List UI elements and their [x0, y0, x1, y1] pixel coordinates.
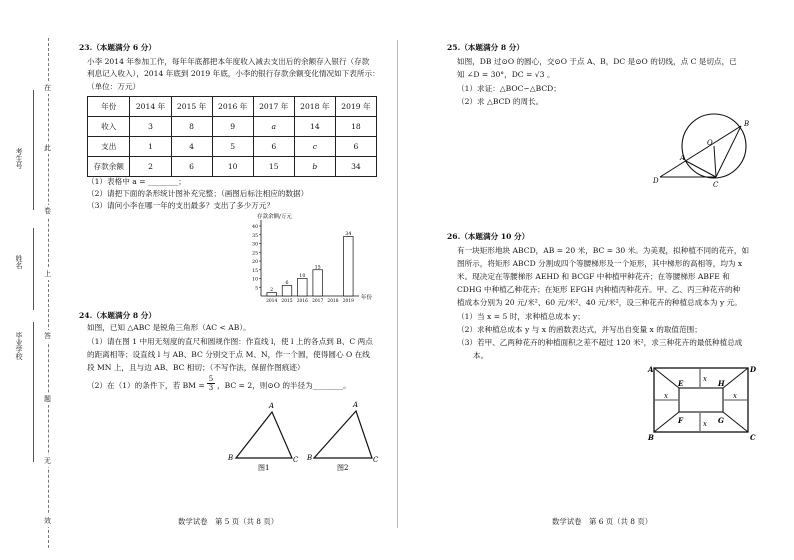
bar-value-label: 2	[270, 288, 274, 293]
table-header-cell: 2014 年	[130, 97, 171, 117]
q23-heading: 23.（本题满分 6 分）	[79, 43, 156, 52]
footer-right: 数学试卷 第 6 页（共 8 页）	[552, 517, 653, 526]
q24-part1: 的距离相等；设直线 l 与 AB、BC 分别交于点 M、N，作一个圆，使得圆心 O 在线	[87, 350, 370, 359]
triangle-fig1	[236, 412, 292, 458]
table-cell: 34	[335, 157, 376, 177]
table-cell: 18	[335, 117, 376, 137]
table-header-cell: 年份	[88, 97, 130, 117]
bar	[298, 279, 308, 297]
table-cell: 2	[130, 157, 171, 177]
x-tick-label: 2019	[342, 299, 354, 304]
bar	[313, 270, 323, 296]
segment-cg	[723, 412, 748, 432]
q26-rectangle-figure	[640, 360, 760, 446]
segment-dh	[723, 368, 748, 388]
q23-unit: （单位：万元）	[87, 82, 141, 91]
margin-char: 效	[44, 517, 51, 525]
table-cell: 支出	[88, 137, 130, 157]
q26-text: 有一块矩形地块 ABCD，AB = 20 米，BC = 30 米。为美观，拟种植不同的花卉，如	[457, 246, 750, 255]
q26-text: 植成本分别为 20 元/米²、60 元/米²、40 元/米²，设三种花卉的种植总成本为 y 元。	[457, 298, 742, 307]
point-h-label: H	[718, 379, 725, 388]
table-cell: 10	[212, 157, 253, 177]
name-blank[interactable]	[33, 228, 34, 310]
bar-value-label: 6	[285, 281, 289, 286]
name-label: 姓名	[15, 255, 23, 269]
q24-part1: 段 MN 上，且与边 AB、BC 相切；（不写作法，保留作图痕迹）	[87, 363, 305, 372]
table-cell: 6	[253, 137, 294, 157]
q25-part1: （1）求证：△BOC∽△BCD；	[457, 84, 561, 93]
point-a-label: A	[648, 365, 654, 374]
chart-bars	[267, 231, 353, 296]
table-cell: 存款余额	[88, 157, 130, 177]
table-cell: 14	[294, 117, 335, 137]
point-g-label: G	[718, 416, 724, 425]
x-tick-label: 2014	[266, 299, 278, 304]
table-header-cell: 2016 年	[212, 97, 253, 117]
savings-bar-chart	[235, 212, 385, 304]
q25-text: 知 ∠D = 30°，DC = √3 。	[457, 70, 555, 79]
fraction-numerator: 5	[208, 375, 214, 383]
table-row	[88, 157, 377, 177]
segment-bf	[654, 412, 679, 432]
table-header-cell: 2017 年	[253, 97, 294, 117]
q26-text: 米。现决定在等腰梯形 AEHD 和 BCGF 中种植甲种花卉；在等腰梯形 ABFE 和	[457, 272, 730, 281]
x-label: x	[703, 420, 707, 428]
point-e-label: E	[678, 379, 684, 388]
triangle-fig2	[314, 411, 372, 458]
q26-part3: （3）若甲、乙两种花卉的种植面积之差不超过 120 米²，求三种花卉的最低种植总成	[457, 338, 743, 347]
bar	[267, 293, 277, 297]
q24-figures	[222, 398, 382, 474]
y-tick-label: 15	[252, 268, 258, 274]
table-cell: 5	[212, 137, 253, 157]
bar	[344, 237, 354, 297]
x-label: x	[703, 375, 707, 383]
point-b-label: B	[228, 454, 234, 462]
y-tick-label: 35	[252, 233, 258, 239]
y-tick-label: 25	[252, 251, 258, 257]
point-c-label: C	[293, 456, 299, 464]
point-c-label: C	[373, 456, 379, 464]
student-id-label: 考生号	[15, 148, 23, 169]
q23-text: 小李 2014 年参加工作，每年年底都把本年度收入减去支出后的余额存入银行（存款	[87, 57, 370, 66]
q26-part1: （1）当 x = 5 时，求种植总成本 y；	[457, 312, 585, 321]
page-divider	[397, 40, 398, 528]
q25-part2: （2）求 △BCD 的周长。	[457, 97, 544, 106]
q26-part3: 本。	[473, 351, 489, 360]
margin-char: 无	[44, 457, 51, 465]
point-d-label: D	[750, 365, 757, 374]
table-row	[88, 117, 377, 137]
q23-part2: （2）请把下面的条形统计图补充完整；（画图后标注相应的数据）	[87, 189, 309, 198]
table-cell: 9	[212, 117, 253, 137]
q24-part2-suffix: ，BC = 2，则⊙O 的半径为________。	[217, 381, 351, 390]
school-blank[interactable]	[33, 322, 34, 462]
table-cell: 15	[253, 157, 294, 177]
x-tick-label: 2018	[327, 299, 339, 304]
point-b-label: B	[648, 433, 654, 442]
figure1-caption: 图1	[258, 464, 270, 472]
q23-part1: （1）表格中 a = ________；	[87, 177, 186, 186]
bar-value-label: 34	[345, 232, 352, 237]
q24-part1: （1）请在图 1 中用无刻度的直尺和圆规作图：作直线 l，使 l 上的各点到 B、C 两点	[87, 337, 373, 346]
x-axis-label: 年份	[361, 295, 373, 301]
table-cell: c	[294, 137, 335, 157]
savings-table	[87, 96, 377, 177]
q24-intro: 如图，已知 △ABC 是锐角三角形（AC < AB）。	[87, 323, 251, 332]
table-cell: 3	[130, 117, 171, 137]
table-cell: 4	[171, 137, 212, 157]
q25-circle-figure	[650, 108, 760, 190]
y-tick-label: 40	[252, 225, 258, 230]
q25-heading: 25.（本题满分 8 分）	[447, 43, 524, 52]
q25-text: 如图，DB 过⊙O 的圆心，交⊙O 于点 A、B，DC 是⊙O 的切线，点 C 是切点，已	[457, 57, 737, 66]
margin-char: 卷	[44, 207, 51, 215]
q26-part2: （2）求种植总成本 y 与 x 的函数表达式，并写出自变量 x 的取值范围；	[457, 325, 702, 334]
point-a-label: A	[269, 402, 275, 410]
q23-text: 利息记入收入），2014 年底到 2019 年底，小李的银行存款余额变化情况如下表所示：	[87, 69, 380, 78]
y-tick-label: 5	[255, 286, 258, 292]
margin-char: 答	[44, 332, 51, 340]
margin-char: 在	[44, 84, 51, 92]
y-tick-label: 20	[252, 260, 258, 265]
fraction-denominator: 3	[208, 384, 214, 392]
table-cell: 6	[335, 137, 376, 157]
binding-line	[48, 38, 49, 548]
table-header-cell: 2015 年	[171, 97, 212, 117]
x-label: x	[664, 392, 668, 400]
y-tick-label: 10	[252, 277, 258, 283]
rect-efgh	[679, 388, 723, 412]
x-tick-label: 2016	[296, 299, 308, 304]
figure2-caption: 图2	[337, 464, 349, 472]
margin-char: 题	[44, 395, 51, 403]
q26-heading: 26.（本题满分 10 分）	[447, 232, 530, 241]
q24-heading: 24.（本题满分 8 分）	[79, 311, 156, 320]
x-tick-label: 2017	[312, 299, 324, 304]
table-cell: 1	[130, 137, 171, 157]
table-header-cell: 2018 年	[294, 97, 335, 117]
margin-char: 此	[44, 144, 51, 152]
radius-oc	[714, 146, 716, 177]
point-a-label: A	[353, 401, 359, 409]
point-f-label: F	[678, 416, 683, 425]
fraction-bm	[207, 375, 215, 392]
point-b-label: B	[744, 120, 750, 128]
point-b-label: B	[307, 454, 313, 462]
segment-ae	[654, 368, 679, 388]
bar	[282, 286, 292, 297]
table-row	[88, 97, 377, 117]
table-cell: 8	[171, 117, 212, 137]
q26-text: 图所示，将矩形 ABCD 分割成四个等腰梯形及一个矩形，其中梯形的高相等，均为 x	[457, 259, 743, 268]
bar-value-label: 10	[299, 274, 306, 279]
table-cell: 6	[171, 157, 212, 177]
point-c-label: C	[713, 181, 719, 189]
school-label: 毕业学校	[15, 332, 23, 360]
segment-ac	[686, 161, 716, 177]
point-o-label: O	[707, 139, 713, 147]
footer-left: 数学试卷 第 5 页（共 8 页）	[178, 517, 279, 526]
q23-part3: （3）请问小李在哪一年的支出最多？支出了多少万元？	[87, 201, 275, 210]
table-cell: b	[294, 157, 335, 177]
x-label: x	[733, 392, 737, 400]
x-tick-label: 2015	[281, 299, 293, 304]
point-c-label: C	[750, 433, 756, 442]
margin-char: 上	[44, 270, 51, 278]
q24-part2-prefix: （2）在（1）的条件下，若 BM =	[87, 381, 205, 390]
table-header-cell: 2019 年	[335, 97, 376, 117]
y-tick-label: 30	[252, 242, 258, 248]
table-cell: a	[253, 117, 294, 137]
student-id-blank[interactable]	[33, 90, 34, 210]
bar-value-label: 15	[314, 265, 321, 271]
table-row	[88, 137, 377, 157]
point-d-label: D	[653, 177, 659, 185]
chart-title: 存款余额/万元	[257, 214, 292, 220]
table-cell: 收入	[88, 117, 130, 137]
q26-text: CDHG 中种植乙种花卉；在矩形 EFGH 内种植丙种花卉。甲、乙、丙三种花卉的种	[457, 285, 741, 294]
point-a-label: A	[680, 154, 686, 162]
